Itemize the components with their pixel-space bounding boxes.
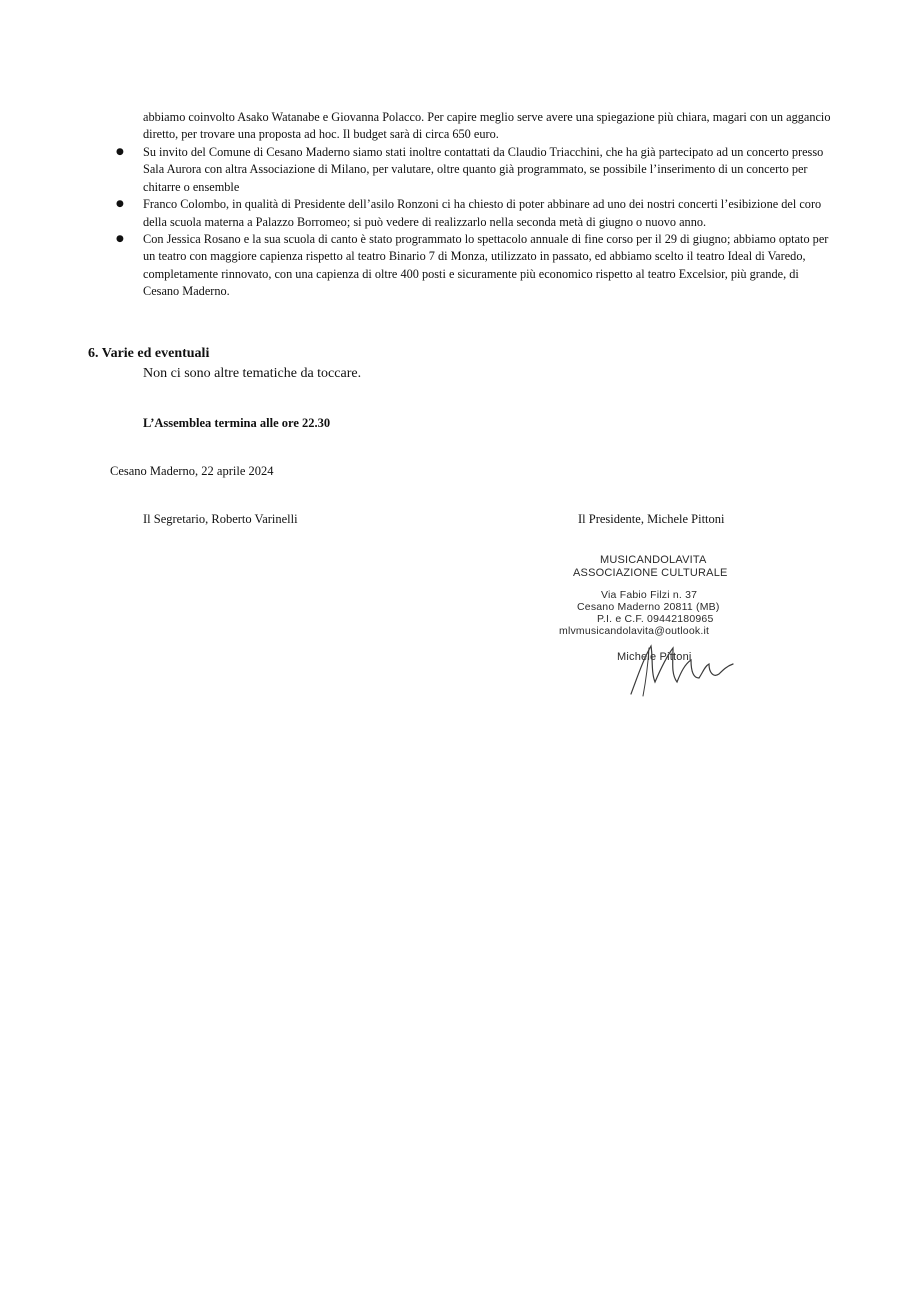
list-item-text: Franco Colombo, in qualità di Presidente dell’asilo Ronzoni ci ha chiesto di poter abbinare ad uno dei nostri concerti l’esibizione del coro della scuola materna a Palazzo Borromeo; si può vedere di realizzarlo nella seconda metà di giugno o nuovo anno. [143, 197, 822, 229]
stamp-line: mlvmusicandolavita@outlook.it [559, 625, 710, 637]
bullet-icon: ● [116, 234, 124, 245]
closing-statement: L’Assemblea termina alle ore 22.30 [143, 416, 331, 430]
section-heading: 6. Varie ed eventuali [88, 346, 210, 361]
stamp-line: P.I. e C.F. 09442180965 [597, 613, 714, 625]
list-item [110, 144, 834, 196]
association-stamp [553, 554, 753, 704]
stamp-line: Via Fabio Filzi n. 37 [601, 589, 698, 601]
stamp-line: Cesano Maderno 20811 (MB) [577, 601, 720, 613]
continuation-paragraph: abbiamo coinvolto Asako Watanabe e Giovanna Polacco. Per capire meglio serve avere una spiegazione più chiara, magari con un aggancio diretto, per trovare una proposta ad hoc. Il budget sarà di circa 650 euro. [143, 110, 831, 142]
list-item-text: Su invito del Comune di Cesano Maderno siamo stati inoltre contattati da Claudio Triacchini, che ha già partecipato ad un concerto presso Sala Aurora con altra Associazione di Milano, per valutare, oltre quanto già programmato, se possibile l’inserimento di un concerto per chitarre o ensemble [143, 145, 824, 194]
handwritten-signature-icon [621, 638, 741, 698]
bullet-icon: ● [116, 147, 124, 157]
bullet-icon: ● [116, 199, 124, 210]
list-item-text: Con Jessica Rosano e la sua scuola di canto è stato programmato lo spettacolo annuale di fine corso per il 29 di giugno; abbiamo optato per un teatro con maggiore capienza rispetto al teatro Binario 7 di Monza, utilizzato in passato, ed abbiamo scelto il teatro Ideal di Varedo, completamente rinnovato, con una capienza di oltre 400 posti e sicuramente più economico rispetto al teatro Excelsior, più grande, di Cesano Maderno. [143, 232, 829, 299]
stamp-line: MUSICANDOLAVITA [600, 554, 707, 566]
place-date: Cesano Maderno, 22 aprile 2024 [110, 464, 274, 478]
section-body: Non ci sono altre tematiche da toccare. [143, 366, 362, 381]
president-signature-label: Il Presidente, Michele Pittoni [578, 512, 725, 526]
list-item [110, 196, 834, 231]
list-item [110, 231, 834, 301]
stamp-line: Michele Pittoni [617, 651, 692, 663]
secretary-signature-label: Il Segretario, Roberto Varinelli [143, 512, 298, 526]
bullet-list [110, 144, 834, 301]
stamp-line: ASSOCIAZIONE CULTURALE [573, 567, 728, 579]
